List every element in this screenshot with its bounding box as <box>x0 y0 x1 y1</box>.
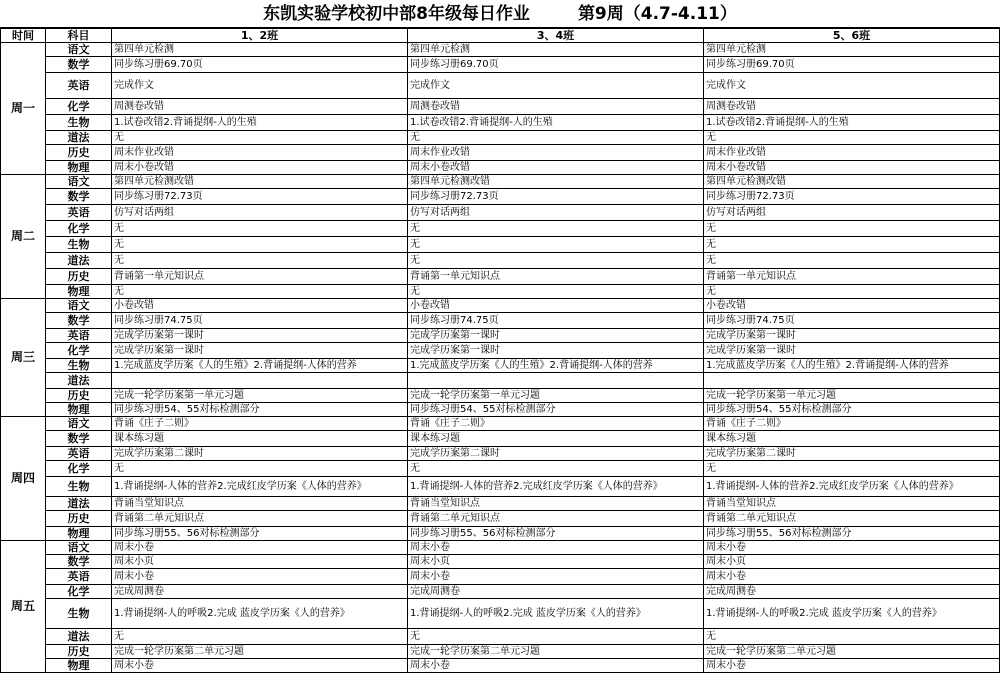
subject-cell: 道法 <box>46 629 112 645</box>
subject-cell: 历史 <box>46 389 112 403</box>
task-cell <box>704 373 1000 389</box>
task-cell: 无 <box>704 629 1000 645</box>
task-cell: 完成周测卷 <box>704 585 1000 599</box>
task-cell: 背诵第二单元知识点 <box>704 511 1000 527</box>
subject-cell: 历史 <box>46 645 112 659</box>
task-cell: 1.背诵提纲-人体的营养2.完成红皮学历案《人体的营养》 <box>408 477 704 497</box>
task-cell: 无 <box>408 285 704 299</box>
task-cell: 完成学历案第一课时 <box>704 343 1000 359</box>
table-row <box>1 569 1000 585</box>
table-row <box>1 431 1000 447</box>
task-cell: 背诵当堂知识点 <box>408 497 704 511</box>
task-cell: 课本练习题 <box>704 431 1000 447</box>
subject-cell: 语文 <box>46 299 112 313</box>
table-row <box>1 99 1000 115</box>
task-cell: 完成周测卷 <box>112 585 408 599</box>
task-cell: 周末小卷 <box>408 569 704 585</box>
subject-cell: 物理 <box>46 403 112 417</box>
task-cell: 同步练习册74.75页 <box>408 313 704 329</box>
table-row <box>1 477 1000 497</box>
task-cell: 小卷改错 <box>408 299 704 313</box>
day-cell: 周四 <box>1 417 46 541</box>
table-row <box>1 511 1000 527</box>
subject-cell: 化学 <box>46 221 112 237</box>
task-cell: 背诵第二单元知识点 <box>408 511 704 527</box>
task-cell: 完成作文 <box>112 73 408 99</box>
task-cell: 背诵第二单元知识点 <box>112 511 408 527</box>
title-main: 东凯实验学校初中部8年级每日作业 <box>263 4 530 24</box>
task-cell: 无 <box>112 629 408 645</box>
subject-cell: 道法 <box>46 497 112 511</box>
subject-cell: 道法 <box>46 373 112 389</box>
day-cell: 周一 <box>1 43 46 175</box>
subject-cell: 物理 <box>46 659 112 673</box>
subject-cell: 道法 <box>46 131 112 145</box>
title-week: 第9周（4.7-4.11） <box>577 4 737 24</box>
table-row <box>1 527 1000 541</box>
subject-cell: 历史 <box>46 269 112 285</box>
task-cell: 周末小卷 <box>704 659 1000 673</box>
task-cell: 完成作文 <box>704 73 1000 99</box>
header-subject: 科目 <box>46 29 112 43</box>
task-cell: 同步练习册69.70页 <box>112 57 408 73</box>
subject-cell: 语文 <box>46 43 112 57</box>
subject-cell: 数学 <box>46 555 112 569</box>
table-row <box>1 447 1000 461</box>
subject-cell: 道法 <box>46 253 112 269</box>
task-cell: 周末小卷改错 <box>112 161 408 175</box>
subject-cell: 数学 <box>46 57 112 73</box>
table-row <box>1 555 1000 569</box>
task-cell: 第四单元检测 <box>408 43 704 57</box>
table-row <box>1 585 1000 599</box>
task-cell: 小卷改错 <box>112 299 408 313</box>
task-cell: 1.完成蓝皮学历案《人的生殖》2.背诵提纲-人体的营养 <box>408 359 704 373</box>
task-cell: 仿写对话两组 <box>408 205 704 221</box>
task-cell: 完成学历案第一课时 <box>112 329 408 343</box>
task-cell: 无 <box>112 221 408 237</box>
task-cell: 完成作文 <box>408 73 704 99</box>
subject-cell: 化学 <box>46 585 112 599</box>
task-cell: 无 <box>112 253 408 269</box>
subject-cell: 生物 <box>46 115 112 131</box>
table-row <box>1 161 1000 175</box>
task-cell: 第四单元检测改错 <box>704 175 1000 189</box>
task-cell: 1.完成蓝皮学历案《人的生殖》2.背诵提纲-人体的营养 <box>112 359 408 373</box>
task-cell: 完成学历案第一课时 <box>112 343 408 359</box>
task-cell: 周末作业改错 <box>704 145 1000 161</box>
table-row <box>1 373 1000 389</box>
task-cell: 完成一轮学历案第二单元习题 <box>112 645 408 659</box>
task-cell: 同步练习册72.73页 <box>704 189 1000 205</box>
task-cell: 完成一轮学历案第一单元习题 <box>112 389 408 403</box>
table-row <box>1 115 1000 131</box>
subject-cell: 英语 <box>46 73 112 99</box>
task-cell: 周末小页 <box>112 555 408 569</box>
task-cell: 1.背诵提纲-人的呼吸2.完成 蓝皮学历案《人的营养》 <box>704 599 1000 629</box>
table-row <box>1 497 1000 511</box>
header-time: 时间 <box>1 29 46 43</box>
task-cell: 完成一轮学历案第二单元习题 <box>704 645 1000 659</box>
header-class-1-2: 1、2班 <box>112 29 408 43</box>
header-class-5-6: 5、6班 <box>704 29 1000 43</box>
task-cell: 完成学历案第一课时 <box>408 329 704 343</box>
task-cell: 背诵第一单元知识点 <box>704 269 1000 285</box>
task-cell: 第四单元检测改错 <box>408 175 704 189</box>
task-cell: 无 <box>408 131 704 145</box>
task-cell: 背诵当堂知识点 <box>112 497 408 511</box>
sheet-title <box>0 0 1000 28</box>
subject-cell: 历史 <box>46 511 112 527</box>
table-row <box>1 417 1000 431</box>
subject-cell: 数学 <box>46 189 112 205</box>
task-cell: 1.背诵提纲-人的呼吸2.完成 蓝皮学历案《人的营养》 <box>408 599 704 629</box>
table-row <box>1 313 1000 329</box>
task-cell: 1.试卷改错2.背诵提纲-人的生殖 <box>408 115 704 131</box>
task-cell: 仿写对话两组 <box>112 205 408 221</box>
subject-cell: 生物 <box>46 237 112 253</box>
task-cell: 背诵《庄子二则》 <box>112 417 408 431</box>
subject-cell: 英语 <box>46 329 112 343</box>
table-row <box>1 541 1000 555</box>
table-row <box>1 253 1000 269</box>
task-cell: 周末小卷改错 <box>408 161 704 175</box>
subject-cell: 数学 <box>46 313 112 329</box>
task-cell: 无 <box>408 461 704 477</box>
task-cell: 完成学历案第二课时 <box>704 447 1000 461</box>
task-cell: 周末作业改错 <box>408 145 704 161</box>
task-cell: 无 <box>112 131 408 145</box>
task-cell: 背诵《庄子二则》 <box>704 417 1000 431</box>
task-cell: 同步练习册54、55对标检测部分 <box>408 403 704 417</box>
day-cell: 周三 <box>1 299 46 417</box>
homework-table <box>0 28 1000 673</box>
task-cell: 周末小卷 <box>704 541 1000 555</box>
task-cell: 背诵第一单元知识点 <box>408 269 704 285</box>
subject-cell: 生物 <box>46 477 112 497</box>
table-row <box>1 645 1000 659</box>
table-row <box>1 57 1000 73</box>
table-row <box>1 329 1000 343</box>
table-row <box>1 659 1000 673</box>
task-cell: 1.背诵提纲-人体的营养2.完成红皮学历案《人体的营养》 <box>112 477 408 497</box>
task-cell: 同步练习册55、56对标检测部分 <box>704 527 1000 541</box>
table-row <box>1 43 1000 57</box>
task-cell: 无 <box>408 253 704 269</box>
task-cell: 同步练习册54、55对标检测部分 <box>704 403 1000 417</box>
task-cell: 仿写对话两组 <box>704 205 1000 221</box>
task-cell: 完成学历案第一课时 <box>408 343 704 359</box>
task-cell: 无 <box>408 629 704 645</box>
task-cell: 背诵《庄子二则》 <box>408 417 704 431</box>
table-row <box>1 343 1000 359</box>
task-cell: 背诵当堂知识点 <box>704 497 1000 511</box>
task-cell: 同步练习册74.75页 <box>704 313 1000 329</box>
task-cell: 完成一轮学历案第二单元习题 <box>408 645 704 659</box>
task-cell: 无 <box>704 285 1000 299</box>
table-row <box>1 237 1000 253</box>
task-cell: 周末小页 <box>408 555 704 569</box>
subject-cell: 物理 <box>46 285 112 299</box>
table-row <box>1 145 1000 161</box>
task-cell: 课本练习题 <box>408 431 704 447</box>
task-cell: 小卷改错 <box>704 299 1000 313</box>
task-cell: 1.背诵提纲-人体的营养2.完成红皮学历案《人体的营养》 <box>704 477 1000 497</box>
task-cell: 完成学历案第二课时 <box>112 447 408 461</box>
subject-cell: 生物 <box>46 599 112 629</box>
subject-cell: 英语 <box>46 205 112 221</box>
table-row <box>1 299 1000 313</box>
task-cell: 周末小卷 <box>408 659 704 673</box>
task-cell: 无 <box>704 237 1000 253</box>
task-cell: 同步练习册74.75页 <box>112 313 408 329</box>
subject-cell: 英语 <box>46 569 112 585</box>
table-row <box>1 599 1000 629</box>
day-cell: 周二 <box>1 175 46 299</box>
subject-cell: 物理 <box>46 527 112 541</box>
task-cell: 1.试卷改错2.背诵提纲-人的生殖 <box>112 115 408 131</box>
table-row <box>1 221 1000 237</box>
subject-cell: 历史 <box>46 145 112 161</box>
table-row <box>1 285 1000 299</box>
task-cell: 完成学历案第二课时 <box>408 447 704 461</box>
task-cell: 周末小卷 <box>704 569 1000 585</box>
task-cell: 1.完成蓝皮学历案《人的生殖》2.背诵提纲-人体的营养 <box>704 359 1000 373</box>
subject-cell: 语文 <box>46 541 112 555</box>
subject-cell: 物理 <box>46 161 112 175</box>
task-cell <box>408 373 704 389</box>
task-cell: 周末作业改错 <box>112 145 408 161</box>
task-cell: 无 <box>112 461 408 477</box>
task-cell: 无 <box>408 237 704 253</box>
subject-cell: 生物 <box>46 359 112 373</box>
task-cell: 同步练习册72.73页 <box>112 189 408 205</box>
subject-cell: 化学 <box>46 99 112 115</box>
subject-cell: 英语 <box>46 447 112 461</box>
task-cell <box>112 373 408 389</box>
task-cell: 周测卷改错 <box>112 99 408 115</box>
task-cell: 无 <box>704 253 1000 269</box>
task-cell: 第四单元检测 <box>112 43 408 57</box>
subject-cell: 化学 <box>46 343 112 359</box>
table-row <box>1 629 1000 645</box>
task-cell: 无 <box>704 131 1000 145</box>
table-body <box>1 43 1000 673</box>
task-cell: 课本练习题 <box>112 431 408 447</box>
task-cell: 同步练习册72.73页 <box>408 189 704 205</box>
task-cell: 周末小卷 <box>112 659 408 673</box>
task-cell: 周末小卷改错 <box>704 161 1000 175</box>
task-cell: 周末小卷 <box>112 569 408 585</box>
task-cell: 周末小卷 <box>408 541 704 555</box>
subject-cell: 语文 <box>46 417 112 431</box>
task-cell: 无 <box>112 285 408 299</box>
task-cell: 周末小卷 <box>112 541 408 555</box>
task-cell: 完成一轮学历案第一单元习题 <box>408 389 704 403</box>
table-row <box>1 205 1000 221</box>
task-cell: 同步练习册55、56对标检测部分 <box>408 527 704 541</box>
table-row <box>1 403 1000 417</box>
table-row <box>1 175 1000 189</box>
task-cell: 1.背诵提纲-人的呼吸2.完成 蓝皮学历案《人的营养》 <box>112 599 408 629</box>
task-cell: 同步练习册54、55对标检测部分 <box>112 403 408 417</box>
table-row <box>1 461 1000 477</box>
table-row <box>1 131 1000 145</box>
task-cell: 同步练习册69.70页 <box>408 57 704 73</box>
table-row <box>1 359 1000 373</box>
task-cell: 无 <box>112 237 408 253</box>
table-row <box>1 269 1000 285</box>
subject-cell: 化学 <box>46 461 112 477</box>
task-cell: 无 <box>704 461 1000 477</box>
task-cell: 无 <box>704 221 1000 237</box>
header-row <box>1 29 1000 43</box>
task-cell: 第四单元检测 <box>704 43 1000 57</box>
task-cell: 完成一轮学历案第一单元习题 <box>704 389 1000 403</box>
task-cell: 完成周测卷 <box>408 585 704 599</box>
subject-cell: 数学 <box>46 431 112 447</box>
task-cell: 第四单元检测改错 <box>112 175 408 189</box>
table-row <box>1 389 1000 403</box>
task-cell: 周测卷改错 <box>704 99 1000 115</box>
header-class-3-4: 3、4班 <box>408 29 704 43</box>
day-cell: 周五 <box>1 541 46 673</box>
task-cell: 1.试卷改错2.背诵提纲-人的生殖 <box>704 115 1000 131</box>
task-cell: 周测卷改错 <box>408 99 704 115</box>
task-cell: 无 <box>408 221 704 237</box>
task-cell: 同步练习册55、56对标检测部分 <box>112 527 408 541</box>
task-cell: 背诵第一单元知识点 <box>112 269 408 285</box>
task-cell: 完成学历案第一课时 <box>704 329 1000 343</box>
table-row <box>1 73 1000 99</box>
table-row <box>1 189 1000 205</box>
task-cell: 周末小页 <box>704 555 1000 569</box>
task-cell: 同步练习册69.70页 <box>704 57 1000 73</box>
subject-cell: 语文 <box>46 175 112 189</box>
